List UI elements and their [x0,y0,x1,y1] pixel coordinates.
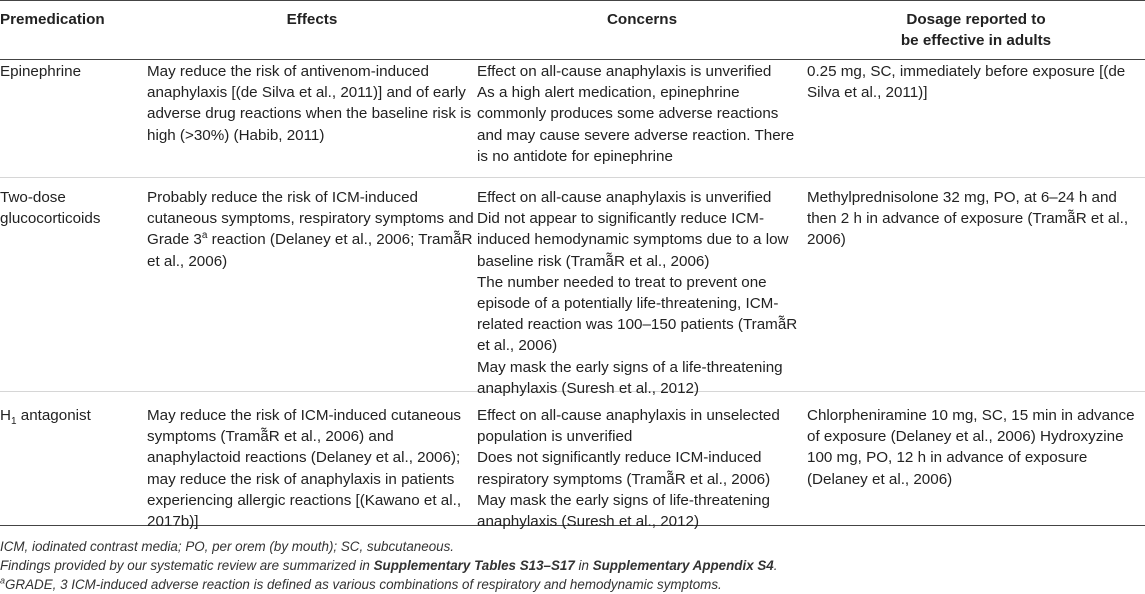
concern-item: Did not appear to significantly reduce ICM-induced hemodynamic symptoms due to a low baseline risk (Tramã̃R et al., 2006) [477,210,789,270]
effects-text: Probably reduce the risk of ICM-induced cutaneous symptoms, respiratory symptoms and Grade 3 [147,189,474,249]
header-premedication: Premedication [0,11,105,28]
header-dosage-line2: be effective in adults [900,32,1052,49]
premedication-text: antagonist [16,407,91,424]
concern-item: Effect on all-cause anaphylaxis is unverified [477,63,772,80]
cell-premedication: Epinephrine [0,63,82,80]
cell-concerns [477,179,807,401]
header-dosage-line1: Dosage reported to [906,11,1046,28]
header-concerns: Concerns [606,11,678,28]
concern-item: May mask the early signs of a life-threatening anaphylaxis (Suresh et al., 2012) [477,358,783,397]
cell-dosage: Methylprednisolone 32 mg, PO, at 6–24 h and then 2 h in advance of exposure (Tramã̃R et al., 2006) [807,189,1129,249]
table-row [0,179,1145,401]
cell-effects [147,179,477,401]
concern-item: Effect on all-cause anaphylaxis is unverified [477,189,772,206]
table-row [0,401,1145,535]
concern-item: The number needed to treat to prevent one episode of a potentially life-threatening, ICM-related reaction was 100–150 patients (Tramã̃R et al., 2006) [477,273,798,355]
cell-effects: May reduce the risk of antivenom-induced anaphylaxis [(de Silva et al., 2011)] and of early adverse drug reactions when the baseline risk is high (>30%) (Habib, 2011) [147,63,472,144]
header-dosage [807,2,1145,53]
cell-dosage: 0.25 mg, SC, immediately before exposure [(de Silva et al., 2011)] [807,63,1126,102]
supplementary-tables-ref: Supplementary Tables S13–S17 [373,558,575,573]
concern-item: Effect on all-cause anaphylaxis in unselected population is unverified [477,407,780,446]
footnote-marker: a [0,575,6,586]
footnote-text: GRADE, 3 ICM-induced adverse reaction is defined as various combinations of respiratory and hemodynamic symptoms. [5,577,722,592]
table-header-row [0,2,1145,53]
footnote-grade [0,575,1145,594]
footnote-text: in [574,558,593,573]
cell-premedication: Two-dose glucocorticoids [0,189,101,228]
header-effects: Effects [286,11,338,28]
supplementary-appendix-ref: Supplementary Appendix S4 [592,558,774,573]
premedication-text: H [0,407,11,424]
table-footnotes [0,537,1145,594]
premedication-subscript: 1 [10,416,17,428]
table-top-rule [0,0,1145,1]
concern-item: May mask the early signs of life-threatening anaphylaxis (Suresh et al., 2012) [477,491,770,531]
footnote-findings [0,556,1145,575]
concern-item: As a high alert medication, epinephrine commonly produces some adverse reactions and may cause severe adverse reaction. There is no antidote for epinephrine [477,84,795,165]
footnote-text: Findings provided by our systematic review are summarized in [0,558,374,573]
cell-dosage: Chlorpheniramine 10 mg, SC, 15 min in advance of exposure (Delaney et al., 2006) Hydroxyzine 100 mg, PO, 12 h in advance of exposure (Delaney et al., 2006) [807,407,1135,488]
effects-text: reaction (Delaney et al., 2006; Tramã̃R et al., 2006) [147,231,473,270]
cell-concerns [477,53,807,179]
concern-item: Does not significantly reduce ICM-induced respiratory symptoms (Tramã̃R et al., 2006) [477,449,771,488]
effects-superscript: a [201,230,208,242]
cell-concerns [477,401,807,535]
cell-effects: May reduce the risk of ICM-induced cutaneous symptoms (Tramã̃R et al., 2006) and anaphylactoid reactions (Delaney et al., 2006); may reduce the risk of anaphylaxis in patients experiencing allergic reactions [(Kawano et al., 2017b)] [147,407,462,531]
cell-premedication [0,401,147,535]
footnote-text: . [773,558,778,573]
footnote-abbreviations: ICM, iodinated contrast media; PO, per orem (by mouth); SC, subcutaneous. [0,539,455,554]
premedication-table [0,2,1145,535]
table-row [0,53,1145,179]
